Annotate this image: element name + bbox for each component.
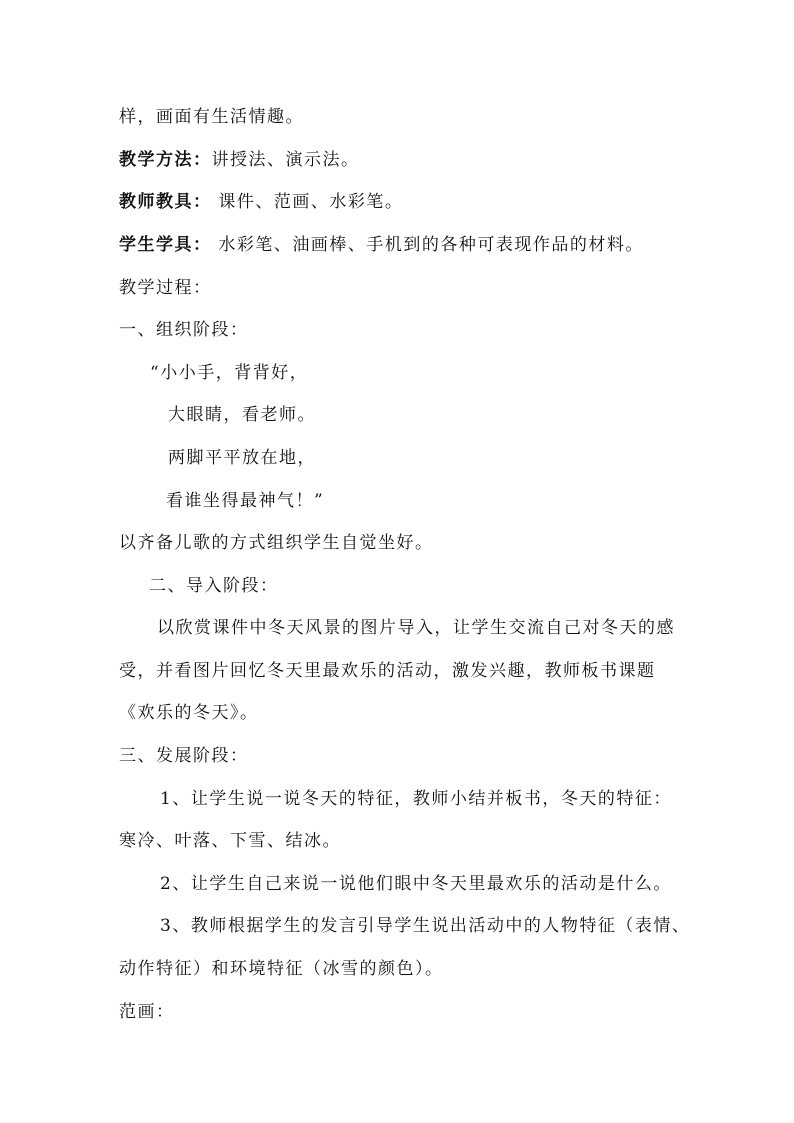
teacher-tools-value: 课件、范画、水彩笔。: [211, 192, 404, 212]
text-line: [119, 106, 304, 128]
rhyme-text: “小小手，背背好，: [150, 363, 309, 383]
rhyme-text: 大眼睛，看老师。: [168, 405, 316, 425]
teaching-method-label: 教学方法：: [119, 150, 212, 170]
text-line: [119, 532, 434, 554]
rhyme-line: [150, 362, 308, 384]
text-line: [160, 915, 690, 937]
stage-three-heading: 三、发展阶段：: [119, 746, 249, 766]
student-tools-label: 学生学具：: [119, 235, 212, 255]
text-line: [119, 958, 444, 980]
teaching-method-value: 讲授法、演示法。: [211, 150, 360, 170]
text-line: [119, 660, 656, 682]
stage-one-heading: 一、组织阶段：: [119, 320, 249, 340]
paragraph-text: 受，并看图片回忆冬天里最欢乐的活动，激发兴趣，教师板书课题: [119, 661, 656, 681]
rhyme-line: [166, 490, 324, 512]
rhyme-text: 两脚平平放在地，: [168, 448, 316, 468]
section-heading: [119, 1001, 175, 1023]
paragraph-text: 动作特征）和环境特征（冰雪的颜色）。: [119, 959, 444, 979]
rhyme-text: 看谁坐得最神气！”: [166, 491, 325, 511]
text-line: [157, 617, 675, 639]
stage-two-heading: 二、导入阶段：: [149, 576, 279, 596]
paragraph-text: 1、让学生说一说冬天的特征，教师小结并板书，冬天的特征：: [160, 789, 672, 809]
text-line: [119, 830, 341, 852]
paragraph-text: 2、让学生自己来说一说他们眼中冬天里最欢乐的活动是什么。: [160, 874, 672, 894]
paragraph-text: 《欢乐的冬天》。: [119, 703, 259, 723]
section-heading: [119, 277, 212, 299]
teaching-process-heading: 教学过程：: [119, 278, 212, 298]
teaching-method-line: [119, 149, 360, 171]
rhyme-line: [168, 447, 316, 469]
text-line: [160, 873, 672, 895]
teacher-tools-label: 教师教具：: [119, 192, 212, 212]
paragraph-text: 样，画面有生活情趣。: [119, 107, 304, 127]
paragraph-text: 寒冷、叶落、下雪、结冰。: [119, 831, 341, 851]
teacher-tools-line: [119, 191, 403, 213]
student-tools-value: 水彩笔、油画棒、手机到的各种可表现作品的材料。: [211, 235, 644, 255]
rhyme-line: [168, 404, 316, 426]
text-line: [119, 702, 259, 724]
paragraph-text: 以欣赏课件中冬天风景的图片导入，让学生交流自己对冬天的感: [157, 618, 675, 638]
sample-drawing-heading: 范画：: [119, 1002, 175, 1022]
section-heading: [149, 575, 279, 597]
section-heading: [119, 319, 249, 341]
section-heading: [119, 745, 249, 767]
student-tools-line: [119, 234, 644, 256]
text-line: [160, 788, 672, 810]
paragraph-text: 3、教师根据学生的发言引导学生说出活动中的人物特征（表情、: [160, 916, 691, 936]
paragraph-text: 以齐备儿歌的方式组织学生自觉坐好。: [119, 533, 434, 553]
